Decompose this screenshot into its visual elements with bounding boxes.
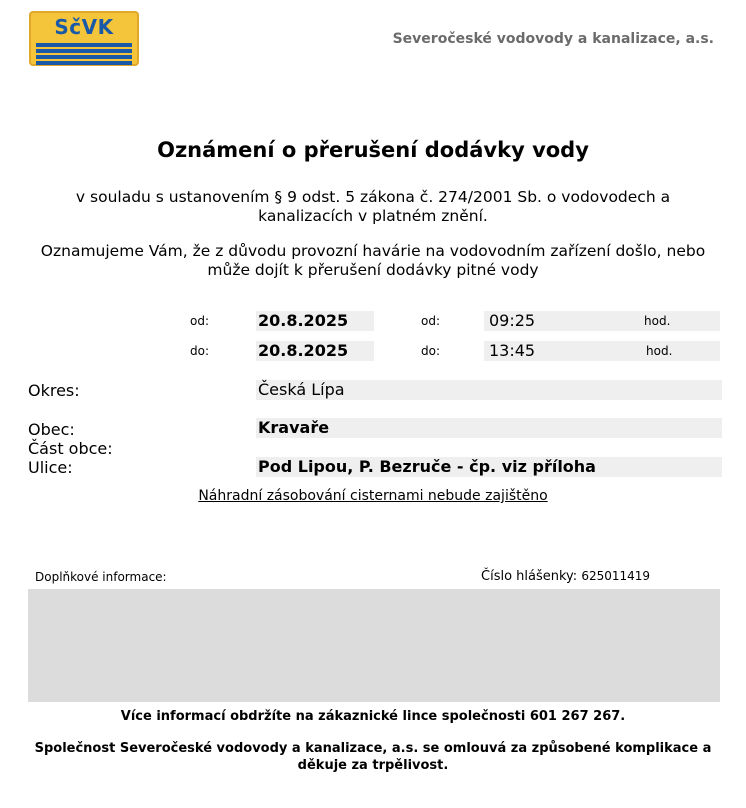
street-value: Pod Lipou, P. Bezruče - čp. viz příloha <box>256 457 722 477</box>
from-date-value: 20.8.2025 <box>256 311 374 331</box>
district-label: Okres: <box>28 381 80 400</box>
announcement-text: Oznamujeme Vám, že z důvodu provozní havárie na vodovodním zařízení došlo, nebo může dojít k přerušení dodávky pitné vody <box>40 242 706 279</box>
to-date-label: do: <box>190 344 210 358</box>
report-number-line <box>481 569 650 584</box>
municipality-label: Obec: <box>28 420 75 439</box>
from-time-value: 09:25 <box>489 311 536 330</box>
legal-text: v souladu s ustanovením § 9 odst. 5 zákona č. 274/2001 Sb. o vodovodech a kanalizacích v platném znění. <box>75 188 671 225</box>
from-time-unit: hod. <box>644 314 671 328</box>
from-date-label: od: <box>190 314 210 328</box>
additional-info-box <box>28 589 720 702</box>
additional-info-label: Doplňkové informace: <box>35 570 167 584</box>
report-number-label: Číslo hlášenky: <box>481 569 578 584</box>
customer-line-info: Více informací obdržíte na zákaznické lince společnosti 601 267 267. <box>120 709 626 724</box>
logo-text: SčVK <box>54 15 114 39</box>
district-value: Česká Lípa <box>256 380 722 400</box>
municipality-value: Kravaře <box>256 418 722 438</box>
page-title: Oznámení o přerušení dodávky vody <box>157 138 589 162</box>
to-time-unit: hod. <box>646 344 673 358</box>
company-name: Severočeské vodovody a kanalizace, a.s. <box>392 31 714 47</box>
apology-text: Společnost Severočeské vodovody a kanalizace, a.s. se omlouvá za způsobené komplikace a děkuje za trpělivost. <box>34 741 712 773</box>
to-date-value: 20.8.2025 <box>256 341 374 361</box>
logo-stripes <box>36 41 132 63</box>
replacement-note: Náhradní zásobování cisternami nebude zajištěno <box>198 488 548 504</box>
company-logo <box>29 11 139 66</box>
to-time-value: 13:45 <box>489 341 536 360</box>
part-label: Část obce: <box>28 439 113 458</box>
from-time-label: od: <box>421 314 441 328</box>
to-time-label: do: <box>421 344 441 358</box>
street-label: Ulice: <box>28 458 73 477</box>
report-number-value: 625011419 <box>581 569 651 583</box>
